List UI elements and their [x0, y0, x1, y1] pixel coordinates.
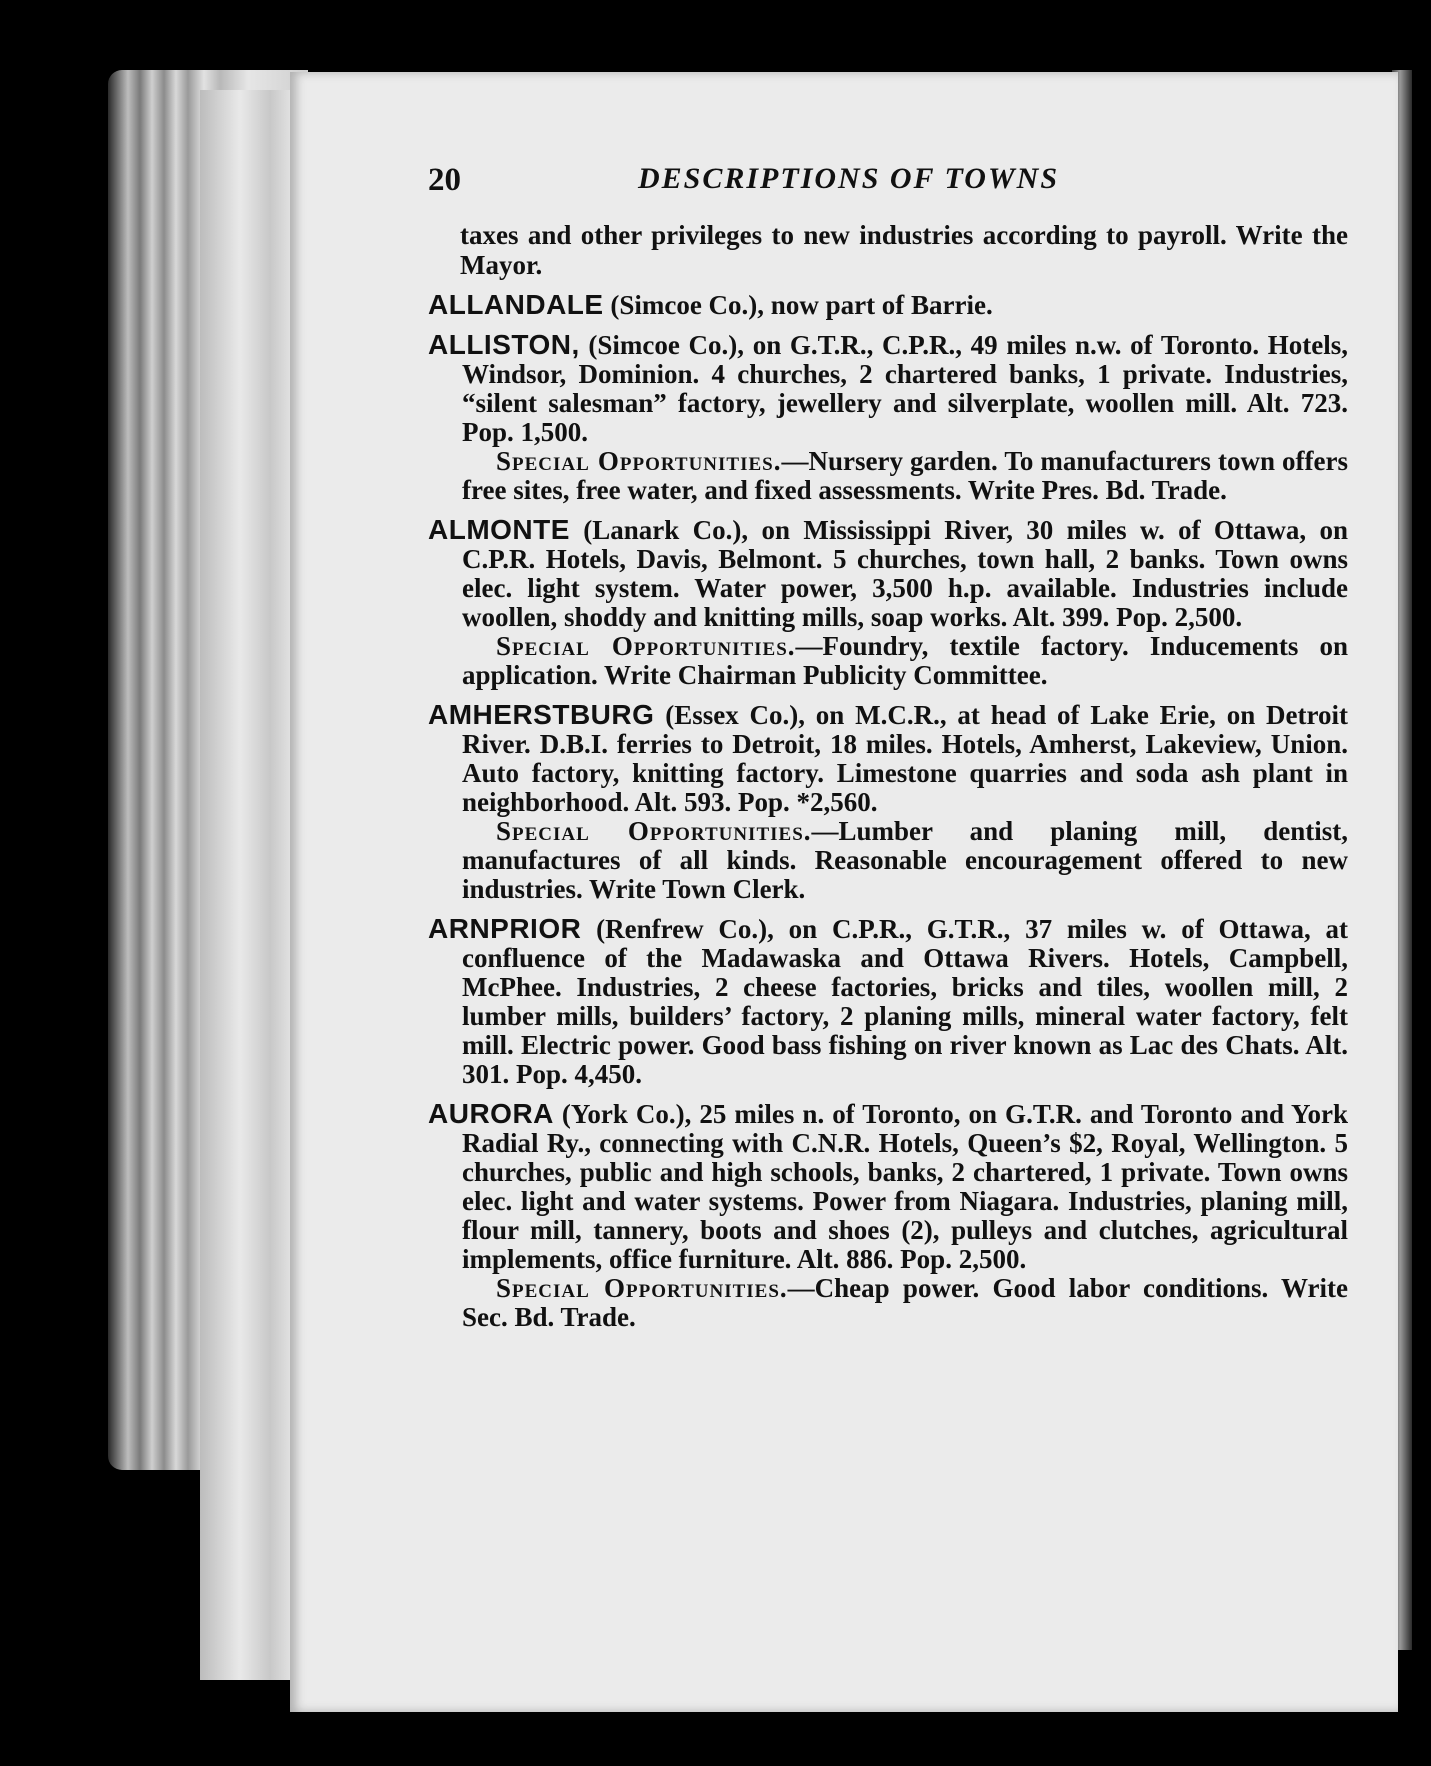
- entry-body: [428, 290, 1348, 320]
- book-page: [290, 72, 1398, 1712]
- special-text: —Nursery garden. To manufacturers town offers free sites, free water, and fixed assessments. Write Pres. Bd. Trade.: [462, 446, 1348, 505]
- town-entry-allandale: [428, 290, 1348, 320]
- special-opportunities: [462, 1274, 1348, 1332]
- entry-body: [428, 700, 1348, 817]
- running-title: DESCRIPTIONS OF TOWNS: [638, 162, 1059, 195]
- town-entry-amherstburg: [428, 700, 1348, 904]
- entry-text: (Lanark Co.), on Mississippi River, 30 miles w. of Ottawa, on C.P.R. Hotels, Davis, Belmont. 5 churches, town hall, 2 banks. Town owns elec. light system. Water power, 3,500 h.p. available. Industries include woollen, shoddy and knitting mills, soap works. Alt. 399. Pop. 2,500.: [462, 515, 1348, 632]
- special-text: —Cheap power. Good labor conditions. Write Sec. Bd. Trade.: [462, 1273, 1348, 1332]
- special-text: —Foundry, textile factory. Inducements on application. Write Chairman Publicity Committee.: [462, 631, 1348, 690]
- entry-body: [428, 914, 1348, 1089]
- special-opportunities: [462, 447, 1348, 505]
- entry-body: [428, 330, 1348, 447]
- town-name: ARNPRIOR: [428, 913, 582, 944]
- special-label: Special Opportunities.: [496, 446, 782, 476]
- continued-text: taxes and other privileges to new industries according to payroll. Write the Mayor.: [460, 220, 1348, 280]
- town-name: AURORA: [428, 1098, 554, 1129]
- page-header: [428, 162, 1348, 212]
- entry-body: [428, 1099, 1348, 1274]
- entry-text: (Renfrew Co.), on C.P.R., G.T.R., 37 miles w. of Ottawa, at confluence of the Madawaska and Ottawa Rivers. Hotels, Campbell, McPhee. Industries, 2 cheese factories, bricks and tiles, woollen mill, 2 lumber mills, builders’ factory, 2 planing mills, mineral water factory, felt mill. Electric power. Good bass fishing on river known as Lac des Chats. Alt. 301. Pop. 4,450.: [462, 914, 1348, 1089]
- page-content: [428, 162, 1348, 1342]
- page-number: 20: [428, 162, 461, 198]
- town-name: ALLANDALE: [428, 289, 604, 320]
- special-opportunities: [462, 817, 1348, 904]
- town-name: AMHERSTBURG: [428, 699, 655, 730]
- entry-text: (Essex Co.), on M.C.R., at head of Lake Erie, on Detroit River. D.B.I. ferries to Detroit, 18 miles. Hotels, Amherst, Lakeview, Union. Auto factory, knitting factory. Limestone quarries and soda ash plant in neighborhood. Alt. 593. Pop. *2,560.: [462, 700, 1348, 817]
- special-text: —Lumber and planing mill, dentist, manufactures of all kinds. Reasonable encouragement offered to new industries. Write Town Clerk.: [462, 816, 1348, 904]
- town-entry-aurora: [428, 1099, 1348, 1332]
- special-label: Special Opportunities.: [496, 1273, 788, 1303]
- town-entry-arnprior: [428, 914, 1348, 1089]
- town-name: ALLISTON,: [428, 329, 580, 360]
- town-name: ALMONTE: [428, 514, 570, 545]
- special-opportunities: [462, 632, 1348, 690]
- town-entry-alliston: [428, 330, 1348, 505]
- entry-text: (York Co.), 25 miles n. of Toronto, on G.T.R. and Toronto and York Radial Ry., connecting with C.N.R. Hotels, Queen’s $2, Royal, Wellington. 5 churches, public and high schools, banks, 2 chartered, 1 private. Town owns elec. light and water systems. Power from Niagara. Industries, planing mill, flour mill, tannery, boots and shoes (2), pulleys and clutches, agricultural implements, office furniture. Alt. 886. Pop. 2,500.: [462, 1099, 1348, 1274]
- entry-text: (Simcoe Co.), on G.T.R., C.P.R., 49 miles n.w. of Toronto. Hotels, Windsor, Dominion. 4 churches, 2 chartered banks, 1 private. Industries, “silent salesman” factory, jewellery and silverplate, woollen mill. Alt. 723. Pop. 1,500.: [462, 330, 1348, 447]
- town-entry-almonte: [428, 515, 1348, 690]
- entry-text: (Simcoe Co.), now part of Barrie.: [603, 290, 993, 320]
- special-label: Special Opportunities.: [496, 816, 812, 846]
- entry-body: [428, 515, 1348, 632]
- special-label: Special Opportunities.: [496, 631, 796, 661]
- book-inner-edges: [200, 90, 300, 1680]
